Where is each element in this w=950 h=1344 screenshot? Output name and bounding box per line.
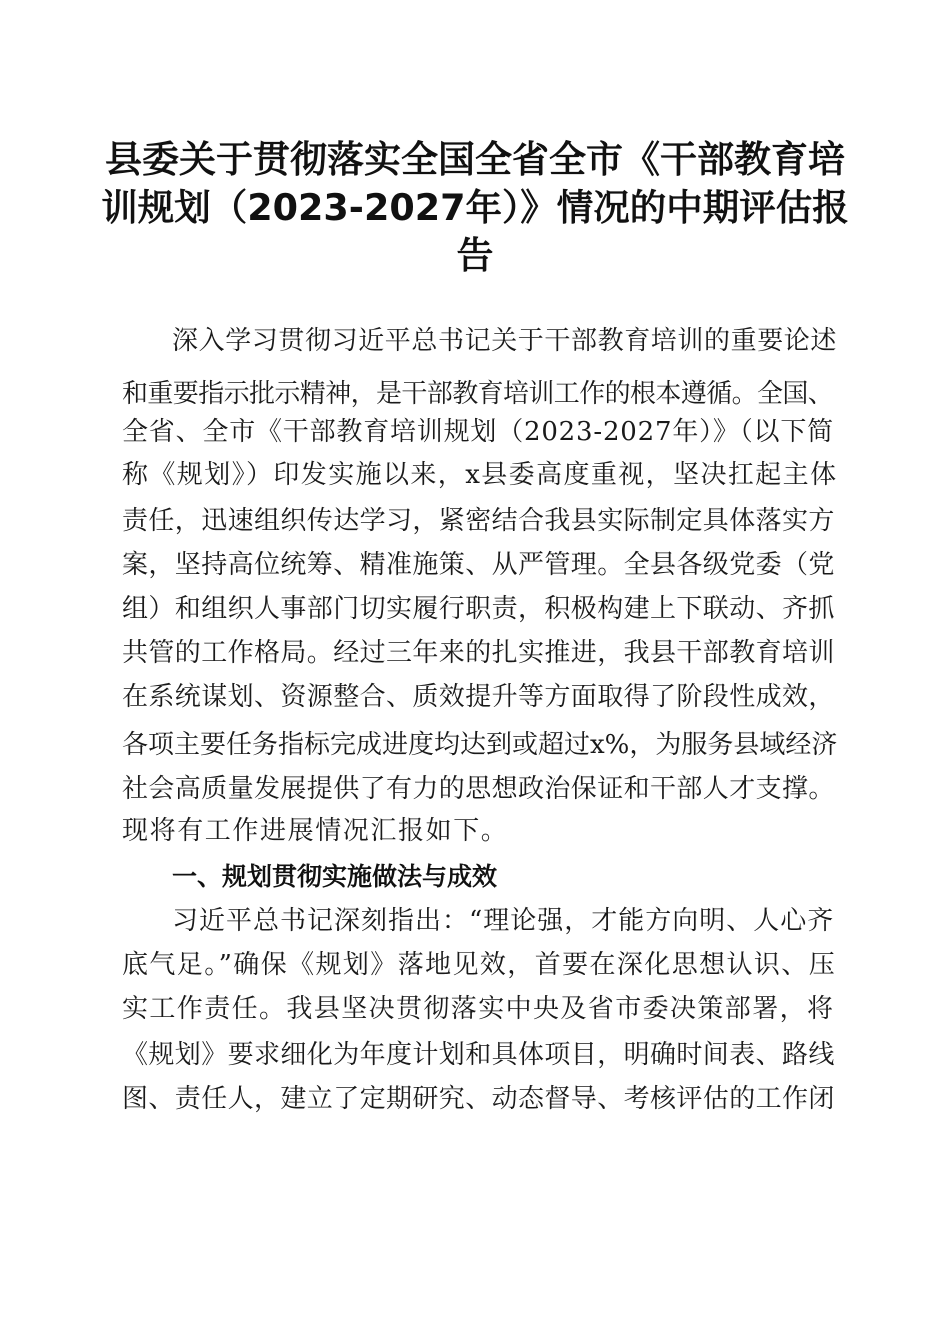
paragraph-line: 和重要指示批示精神，是干部教育培训工作的根本遵循。全国、 xyxy=(122,379,834,409)
paragraph-line: 社会高质量发展提供了有力的思想政治保证和干部人才支撑。 xyxy=(122,774,835,804)
paragraph-line: 共管的工作格局。经过三年来的扎实推进，我县干部教育培训 xyxy=(122,638,835,668)
paragraph-line: 称《规划》）印发实施以来，x县委高度重视，坚决扛起主体 xyxy=(122,460,838,490)
title-line: 县委关于贯彻落实全国全省全市《干部教育培 xyxy=(105,138,845,181)
paragraph-line: 现将有工作进展情况汇报如下。 xyxy=(122,816,509,846)
paragraph-line: 组）和组织人事部门切实履行职责，积极构建上下联动、齐抓 xyxy=(122,594,835,624)
paragraph-line: 案，坚持高位统筹、精准施策、从严管理。全县各级党委（党 xyxy=(122,550,835,580)
paragraph-line: 在系统谋划、资源整合、质效提升等方面取得了阶段性成效， xyxy=(122,682,835,712)
paragraph-line: 图、责任人，建立了定期研究、动态督导、考核评估的工作闭 xyxy=(122,1084,835,1114)
paragraph-line: 习近平总书记深刻指出：“理论强，才能方向明、人心齐 xyxy=(172,906,835,936)
paragraph-line: 各项主要任务指标完成进度均达到或超过x%，为服务县域经济 xyxy=(122,730,838,760)
paragraph-line: 底气足。”确保《规划》落地见效，首要在深化思想认识、压 xyxy=(122,950,837,980)
paragraph-line: 深入学习贯彻习近平总书记关于干部教育培训的重要论述 xyxy=(172,326,838,356)
document-title xyxy=(100,136,850,280)
paragraph-line: 责任，迅速组织传达学习，紧密结合我县实际制定具体落实方 xyxy=(122,506,835,536)
section-heading: 一、规划贯彻实施做法与成效 xyxy=(172,862,498,891)
paragraph-line: 实工作责任。我县坚决贯彻落实中央及省市委决策部署，将 xyxy=(122,994,835,1024)
paragraph-line: 全省、全市《干部教育培训规划（2023-2027年）》（以下简 xyxy=(122,417,834,447)
title-line: 训规划（2023-2027年）》情况的中期评估报 xyxy=(101,186,849,229)
paragraph-line: 《规划》要求细化为年度计划和具体项目，明确时间表、路线 xyxy=(122,1040,835,1070)
title-line: 告 xyxy=(456,234,494,277)
